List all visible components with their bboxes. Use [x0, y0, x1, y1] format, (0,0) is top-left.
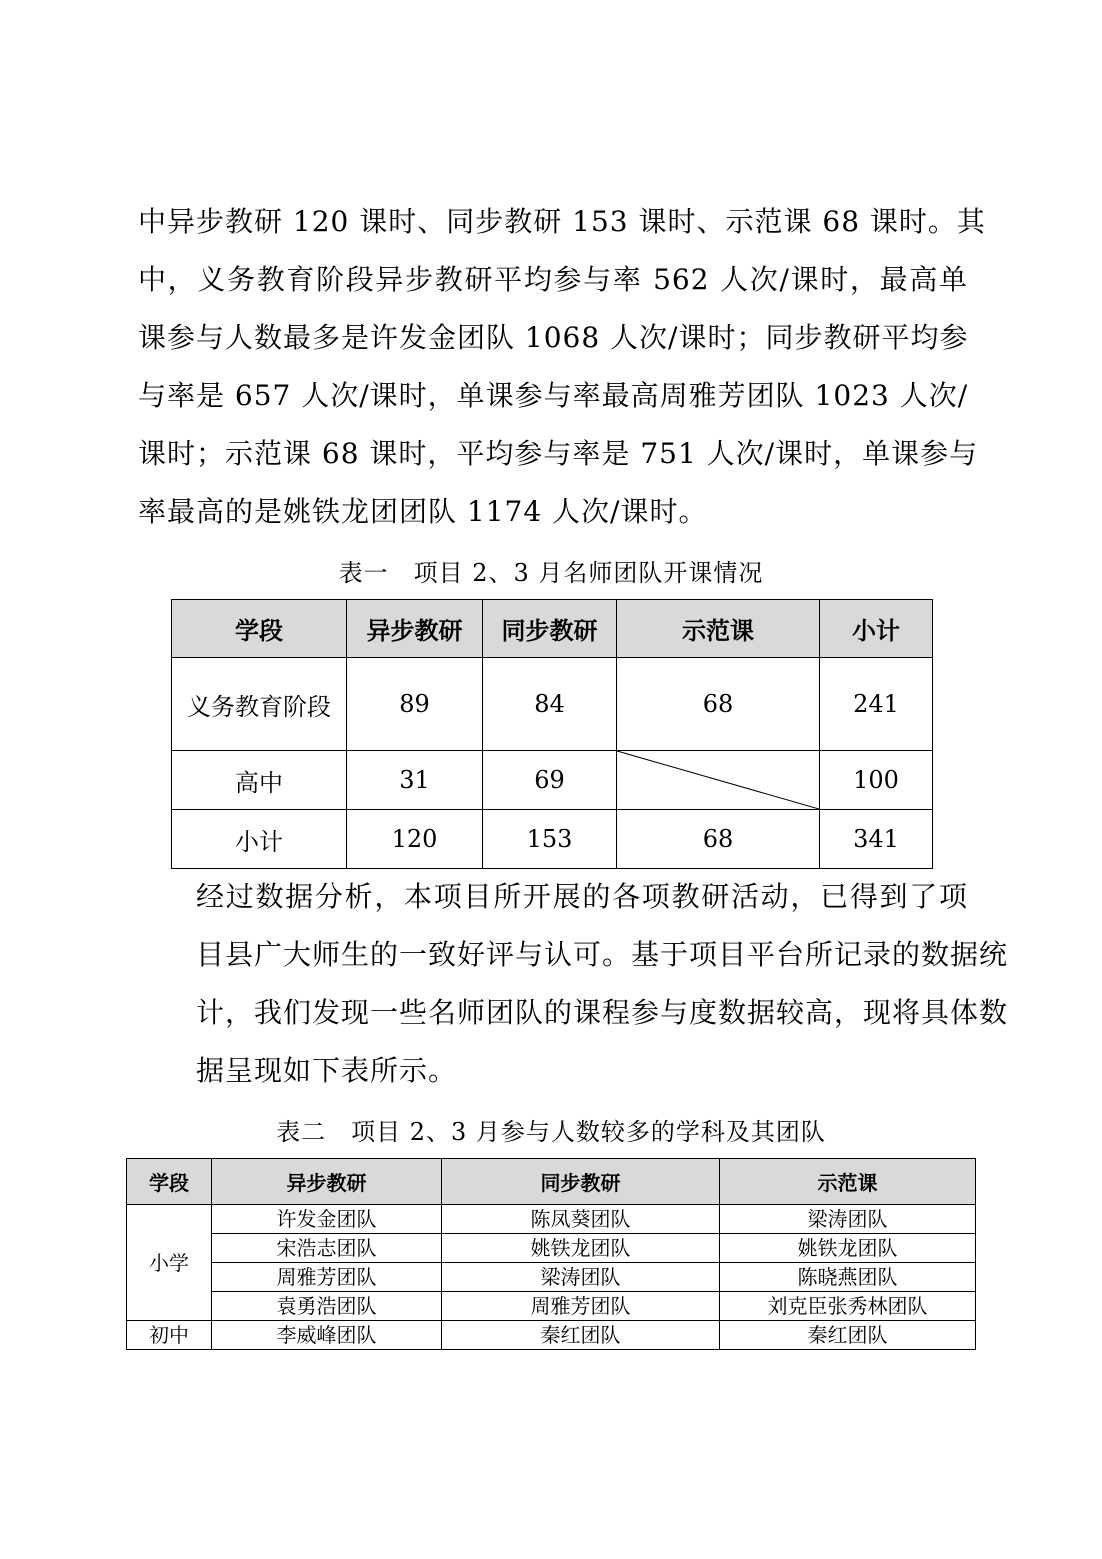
table-cell: 姚铁龙团队 — [720, 1234, 976, 1263]
table-cell: 秦红团队 — [442, 1321, 720, 1350]
table2-header-cell: 学段 — [127, 1159, 212, 1205]
table-cell: 高中 — [172, 751, 347, 810]
table-row — [172, 810, 933, 869]
table-cell: 69 — [483, 751, 617, 810]
table2-caption: 表二 项目 2、3 月参与人数较多的学科及其团队 — [276, 1118, 826, 1146]
table-cell: 周雅芳团队 — [212, 1263, 442, 1292]
table1-header-cell: 小计 — [820, 600, 933, 658]
table-cell: 100 — [820, 751, 933, 810]
table-cell: 周雅芳团队 — [442, 1292, 720, 1321]
table-cell: 84 — [483, 658, 617, 751]
text-line: 课参与人数最多是许发金团队 1068 人次/课时；同步教研平均参 — [138, 321, 969, 354]
table-cell: 31 — [347, 751, 483, 810]
text-line: 计，我们发现一些名师团队的课程参与度数据较高，现将具体数 — [196, 996, 1009, 1029]
text-line: 率最高的是姚铁龙团团队 1174 人次/课时。 — [138, 495, 708, 528]
table-cell: 秦红团队 — [720, 1321, 976, 1350]
text-line: 据呈现如下表所示。 — [196, 1054, 458, 1087]
table-cell: 小计 — [172, 810, 347, 869]
table-cell: 68 — [617, 658, 820, 751]
paragraph-1 — [138, 193, 986, 541]
table-row — [127, 1292, 976, 1321]
table-cell: 李威峰团队 — [212, 1321, 442, 1350]
table2-header-cell: 异步教研 — [212, 1159, 442, 1205]
table-cell: 义务教育阶段 — [172, 658, 347, 751]
table1-caption: 表一 项目 2、3 月名师团队开课情况 — [338, 559, 764, 587]
text-line: 目县广大师生的一致好评与认可。基于项目平台所记录的数据统 — [196, 938, 1009, 971]
table2-header-row — [127, 1159, 976, 1205]
table-cell: 241 — [820, 658, 933, 751]
table1-header-cell: 同步教研 — [483, 600, 617, 658]
table-cell: 许发金团队 — [212, 1205, 442, 1234]
table2-header-cell: 示范课 — [720, 1159, 976, 1205]
table1-header-cell: 异步教研 — [347, 600, 483, 658]
table-cell: 梁涛团队 — [442, 1263, 720, 1292]
table1-header-row — [172, 600, 933, 658]
stage-cell: 初中 — [127, 1321, 212, 1350]
table1-header-cell: 学段 — [172, 600, 347, 658]
diagonal-empty-cell — [617, 751, 820, 810]
table1-header-cell: 示范课 — [617, 600, 820, 658]
table-cell: 刘克臣张秀林团队 — [720, 1292, 976, 1321]
stage-cell: 小学 — [127, 1205, 212, 1321]
text-line: 中，义务教育阶段异步教研平均参与率 562 人次/课时，最高单 — [138, 263, 968, 296]
table-row — [127, 1205, 976, 1234]
text-line: 与率是 657 人次/课时，单课参与率最高周雅芳团队 1023 人次/ — [138, 379, 969, 412]
table-cell: 袁勇浩团队 — [212, 1292, 442, 1321]
table-row — [172, 751, 933, 810]
table-cell: 341 — [820, 810, 933, 869]
table1 — [171, 599, 933, 869]
table-row — [127, 1234, 976, 1263]
text-line: 中异步教研 120 课时、同步教研 153 课时、示范课 68 课时。其 — [138, 205, 986, 238]
table-cell: 68 — [617, 810, 820, 869]
table-cell: 梁涛团队 — [720, 1205, 976, 1234]
table-row — [127, 1321, 976, 1350]
table2-header-cell: 同步教研 — [442, 1159, 720, 1205]
diagonal-line — [617, 751, 819, 809]
table-row — [127, 1263, 976, 1292]
table-row — [172, 658, 933, 751]
table-cell: 陈晓燕团队 — [720, 1263, 976, 1292]
table2 — [126, 1158, 976, 1350]
table-cell: 153 — [483, 810, 617, 869]
table-cell: 宋浩志团队 — [212, 1234, 442, 1263]
text-line: 经过数据分析，本项目所开展的各项教研活动，已得到了项 — [196, 880, 968, 913]
text-line: 课时；示范课 68 课时，平均参与率是 751 人次/课时，单课参与 — [138, 437, 979, 470]
table-cell: 陈凤葵团队 — [442, 1205, 720, 1234]
table-cell: 姚铁龙团队 — [442, 1234, 720, 1263]
paragraph-2 — [138, 868, 1009, 1100]
table-cell: 120 — [347, 810, 483, 869]
table-cell: 89 — [347, 658, 483, 751]
